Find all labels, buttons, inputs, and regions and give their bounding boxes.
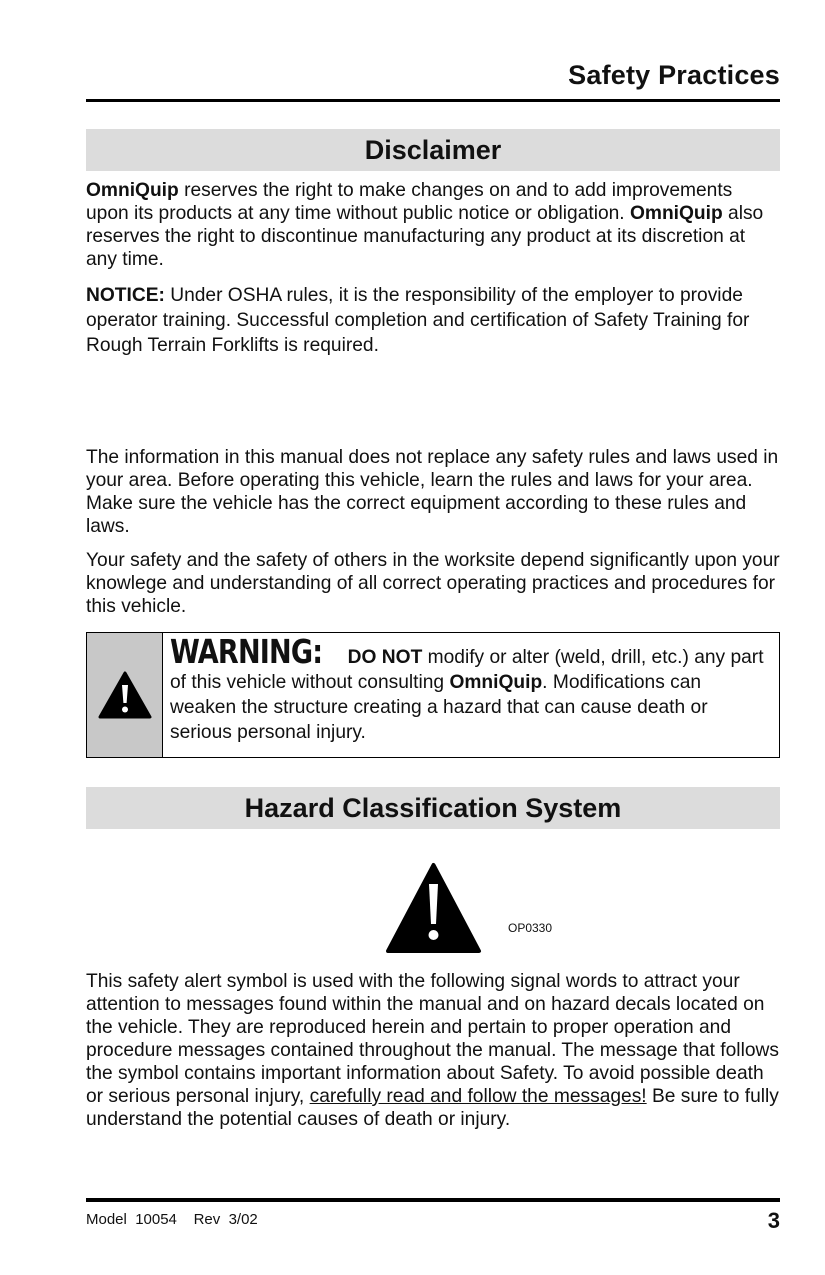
page-number: 3 — [767, 1208, 780, 1233]
disclaimer-text-2: also reserves the right to discontinue manufacturing any product at its discretion at any time. — [86, 203, 764, 270]
safety-rules-paragraph: The information in this manual does not replace any safety rules and laws used in your area. Before operating this vehicle, learn the rules and laws for your area. Make sure the vehicle has the correct equipment according to these rules and laws. — [86, 447, 779, 537]
worksite-safety-paragraph: Your safety and the safety of others in the worksite depend significantly upon your knowlege and understanding of all correct operating practices and procedures for this vehicle. — [86, 550, 780, 617]
safety-alert-paragraph — [86, 970, 780, 1131]
warning-text-2: . Modifications can weaken the structure creating a hazard that can cause death or serious personal injury. — [170, 672, 708, 743]
alert-text-after: Be sure to fully understand the potential causes of death or injury. — [86, 1086, 779, 1130]
warning-icon-cell — [87, 633, 163, 757]
alert-text-underlined: carefully read and follow the messages! — [309, 1086, 647, 1107]
do-not-label: DO NOT — [347, 647, 423, 668]
disclaimer-text-1: reserves the right to make changes on and to add improvements upon its products at any time without public notice or obligation. — [86, 180, 733, 224]
footer-model-revision: Model 10054 Rev 3/02 — [86, 1211, 258, 1228]
warning-box — [86, 632, 780, 758]
warning-text-1: modify or alter (weld, drill, etc.) any part of this vehicle without consulting — [170, 647, 764, 693]
page-title: Safety Practices — [568, 60, 780, 90]
notice-text: Under OSHA rules, it is the responsibility of the employer to provide operator training. Successful completion and certification of Safety Training for Rough Terrain Forklifts is required. — [86, 285, 750, 356]
disclaimer-paragraph — [86, 179, 780, 271]
safety-alert-icon — [385, 862, 482, 954]
notice-label: NOTICE: — [86, 285, 165, 306]
warning-text — [163, 633, 779, 757]
disclaimer-heading: Disclaimer — [364, 134, 502, 165]
section-heading-disclaimer — [86, 129, 780, 171]
notice-paragraph — [86, 283, 780, 358]
brand-name: OmniQuip — [629, 203, 723, 224]
warning-triangle-icon — [98, 671, 152, 719]
brand-name: OmniQuip — [86, 180, 179, 201]
footer-rule — [86, 1198, 780, 1202]
page-header — [86, 58, 780, 102]
warning-signal-word: WARNING: — [170, 632, 323, 671]
alert-text-before: This safety alert symbol is used with the following signal words to attract your attention to messages found within the manual and on hazard decals located on the vehicle. They are reproduced herein and pertain to proper operation and procedure messages contained throughout the manual. The message that follows the symbol contains important information about Safety. To avoid possible death or serious personal injury, — [86, 971, 779, 1107]
symbol-code-label: OP0330 — [508, 921, 553, 935]
brand-name: OmniQuip — [449, 672, 543, 693]
section-heading-hazard — [86, 787, 780, 829]
hazard-heading: Hazard Classification System — [244, 792, 622, 823]
